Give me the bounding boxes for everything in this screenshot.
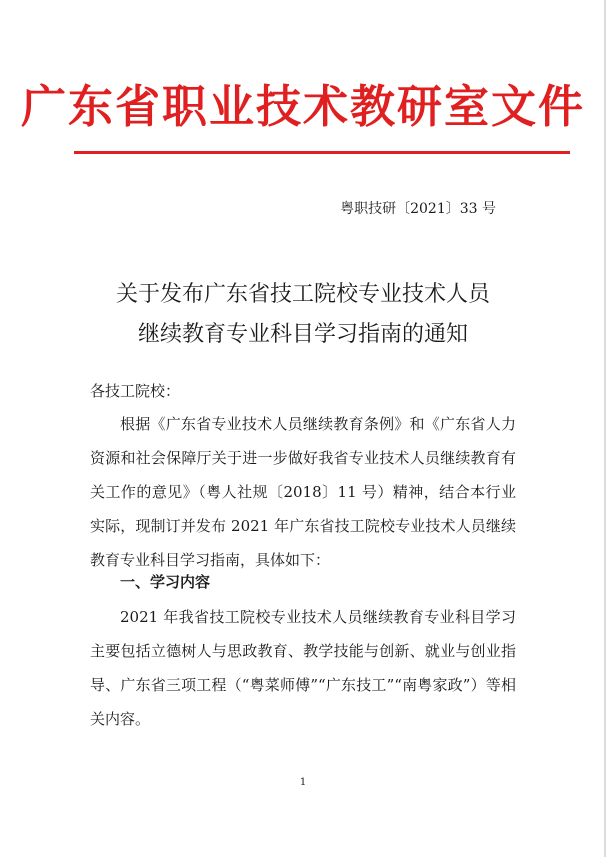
body-paragraph-1: 根据《广东省专业技术人员继续教育条例》和《广东省人力资源和社会保障厅关于进一步做好我省专业技术人员继续教育有关工作的意见》（粤人社规〔2018〕11 号）精神，结合本行业实际，现制订并发布 2021 年广东省技工院校专业技术人员继续教育专业科目学习指南，具体如下： — [90, 415, 516, 569]
notice-title-line-1: 关于发布广东省技工院校专业技术人员 — [115, 282, 490, 307]
salutation: 各技工院校： — [90, 382, 181, 400]
page-number: 1 — [299, 777, 307, 788]
section-heading-study-content: 一、学习内容 — [120, 573, 211, 591]
notice-title-line-2: 继续教育专业科目学习指南的通知 — [137, 322, 468, 347]
masthead-title: 广东省职业技术教研室文件 — [20, 80, 585, 133]
document-number: 粤职技研〔2021〕33 号 — [340, 201, 496, 217]
red-divider-line — [74, 151, 570, 154]
body-paragraph-2: 2021 年我省技工院校专业技术人员继续教育专业科目学习主要包括立德树人与思政教育、教学技能与创新、就业与创业指导、广东省三项工程（“粤菜师傅”“广东技工”“南粤家政”）等相关内容。 — [90, 608, 516, 728]
